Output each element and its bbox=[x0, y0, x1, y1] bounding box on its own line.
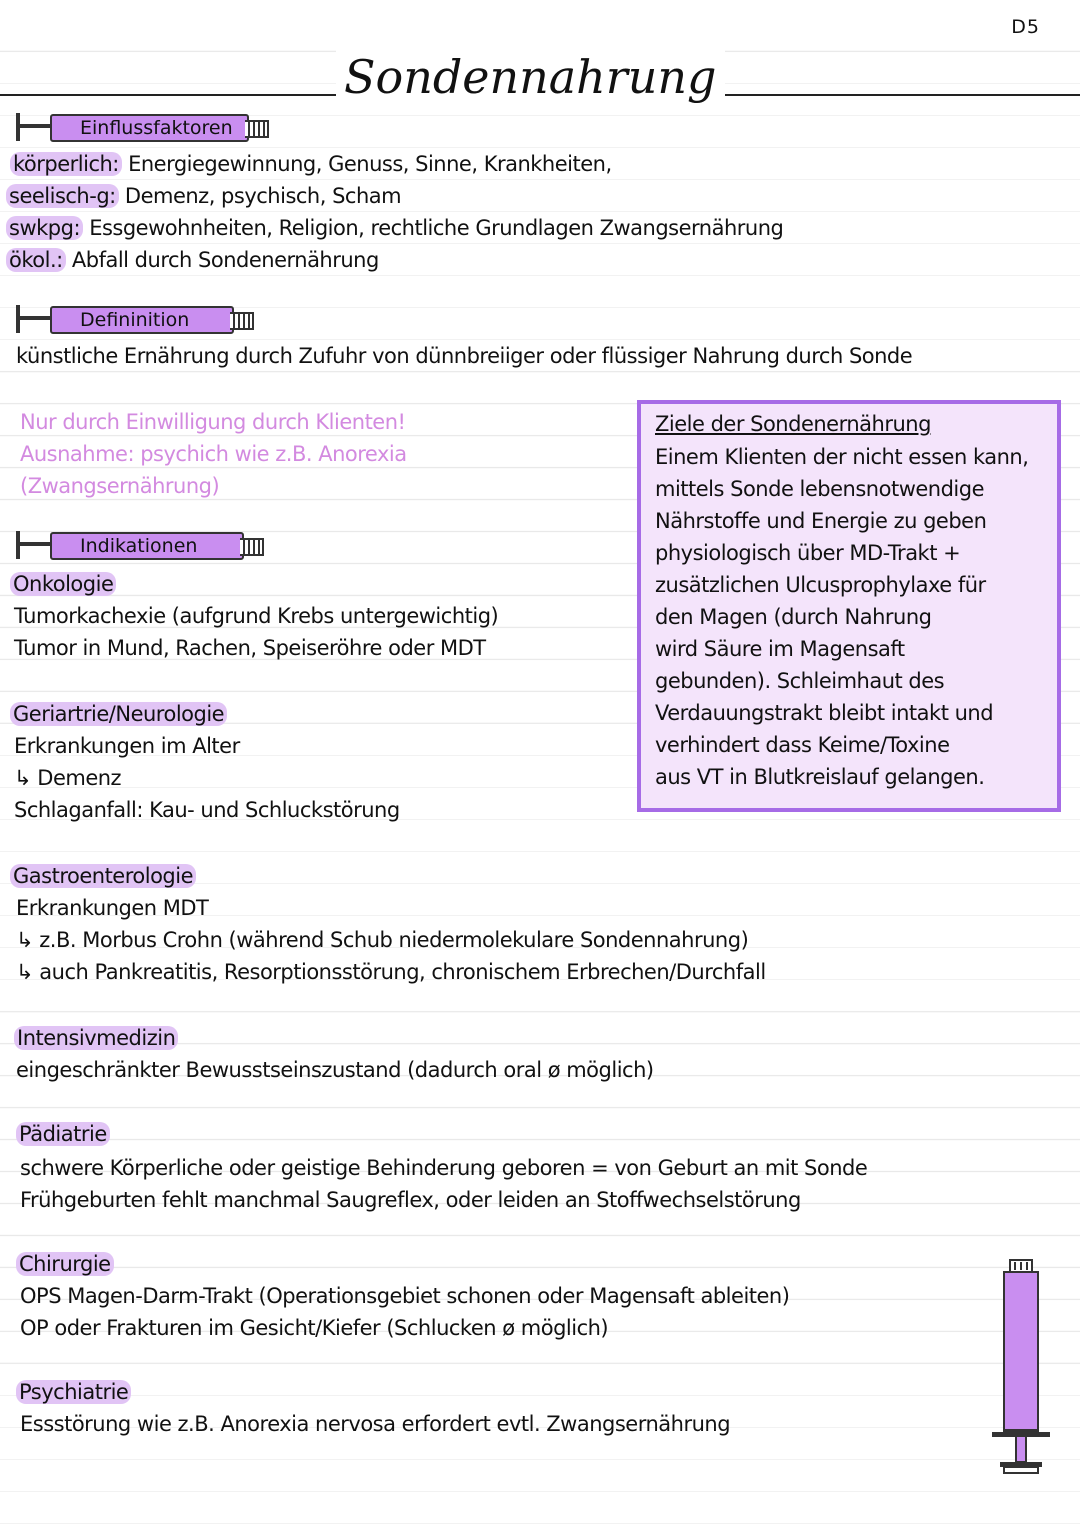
ziele-line: physiologisch über MD-Trakt + bbox=[655, 541, 961, 565]
geriatrie-line-3: Schlaganfall: Kau- und Schluckstörung bbox=[14, 798, 400, 822]
heading-label: Defininition bbox=[50, 306, 234, 334]
chirurgie-title: Chirurgie bbox=[16, 1252, 114, 1276]
onkologie-line-1: Tumorkachexie (aufgrund Krebs untergewichtig) bbox=[14, 604, 499, 628]
gastro-title: Gastroenterologie bbox=[10, 864, 196, 888]
chirurgie-line-2: OP oder Frakturen im Gesicht/Kiefer (Schlucken ø möglich) bbox=[20, 1316, 609, 1340]
ziele-line: gebunden). Schleimhaut des bbox=[655, 669, 945, 693]
psychiatrie-title: Psychiatrie bbox=[16, 1380, 131, 1404]
einfluss-line-2: seelisch-g: Demenz, psychisch, Scham bbox=[6, 184, 401, 208]
heading-definition bbox=[14, 302, 254, 336]
einfluss-line-3: swkpg: Essgewohnheiten, Religion, rechtliche Grundlagen Zwangsernährung bbox=[6, 216, 783, 240]
ziele-line: den Magen (durch Nahrung bbox=[655, 605, 932, 629]
geriatrie-title: Geriartrie/Neurologie bbox=[10, 702, 227, 726]
gastro-line-2: ↳ z.B. Morbus Crohn (während Schub niedermolekulare Sondennahrung) bbox=[16, 928, 749, 952]
onkologie-line-2: Tumor in Mund, Rachen, Speiseröhre oder MDT bbox=[14, 636, 486, 660]
ziele-title: Ziele der Sondenernährung bbox=[655, 412, 931, 436]
paediatrie-line-2: Frühgeburten fehlt manchmal Saugreflex, oder leiden an Stoffwechselstörung bbox=[20, 1188, 801, 1212]
ziele-line: Einem Klienten der nicht essen kann, bbox=[655, 445, 1029, 469]
psychiatrie-line-1: Essstörung wie z.B. Anorexia nervosa erfordert evtl. Zwangsernährung bbox=[20, 1412, 731, 1436]
intensiv-line-1: eingeschränkter Bewusstseinszustand (dadurch oral ø möglich) bbox=[16, 1058, 654, 1082]
ziele-line: Verdauungstrakt bleibt intakt und bbox=[655, 701, 994, 725]
syringe-plunger-icon bbox=[14, 110, 50, 144]
definition-text: künstliche Ernährung durch Zufuhr von dünnbreiiger oder flüssiger Nahrung durch Sonde bbox=[16, 344, 913, 368]
syringe-plunger-icon bbox=[14, 528, 50, 562]
heading-indikationen bbox=[14, 528, 264, 562]
syringe-plunger-icon bbox=[14, 302, 50, 336]
ziele-line: Nährstoffe und Energie zu geben bbox=[655, 509, 987, 533]
ziele-box bbox=[637, 400, 1061, 812]
gastro-line-3: ↳ auch Pankreatitis, Resorptionsstörung, chronischem Erbrechen/Durchfall bbox=[16, 960, 766, 984]
geriatrie-line-1: Erkrankungen im Alter bbox=[14, 734, 240, 758]
heading-label: Einflussfaktoren bbox=[50, 114, 249, 142]
heading-einflussfaktoren bbox=[14, 110, 264, 144]
page-title: Sondennahrung bbox=[336, 50, 725, 104]
ziele-line: mittels Sonde lebensnotwendige bbox=[655, 477, 985, 501]
paediatrie-line-1: schwere Körperliche oder geistige Behinderung geboren = von Geburt an mit Sonde bbox=[20, 1156, 868, 1180]
syringe-tip-icon bbox=[240, 538, 264, 556]
consent-line-1: Nur durch Einwilligung durch Klienten! bbox=[20, 410, 406, 434]
page-code: D5 bbox=[1011, 16, 1040, 38]
syringe-icon bbox=[990, 1258, 1052, 1488]
ziele-line: wird Säure im Magensaft bbox=[655, 637, 905, 661]
consent-line-2: Ausnahme: psychich wie z.B. Anorexia bbox=[20, 442, 407, 466]
syringe-tip-icon bbox=[230, 312, 254, 330]
syringe-tip-icon bbox=[245, 120, 269, 138]
consent-line-3: (Zwangsernährung) bbox=[20, 474, 220, 498]
heading-label: Indikationen bbox=[50, 532, 244, 560]
chirurgie-line-1: OPS Magen-Darm-Trakt (Operationsgebiet schonen oder Magensaft ableiten) bbox=[20, 1284, 790, 1308]
paediatrie-title: Pädiatrie bbox=[16, 1122, 110, 1146]
gastro-line-1: Erkrankungen MDT bbox=[16, 896, 209, 920]
ziele-line: verhindert dass Keime/Toxine bbox=[655, 733, 950, 757]
onkologie-title: Onkologie bbox=[10, 572, 116, 596]
einfluss-line-4: ökol.: Abfall durch Sondenernährung bbox=[6, 248, 379, 272]
ziele-line: aus VT in Blutkreislauf gelangen. bbox=[655, 765, 985, 789]
einfluss-line-1: körperlich: Energiegewinnung, Genuss, Sinne, Krankheiten, bbox=[10, 152, 612, 176]
geriatrie-line-2: ↳ Demenz bbox=[14, 766, 122, 790]
intensiv-title: Intensivmedizin bbox=[14, 1026, 178, 1050]
ziele-line: zusätzlichen Ulcusprophylaxe für bbox=[655, 573, 986, 597]
